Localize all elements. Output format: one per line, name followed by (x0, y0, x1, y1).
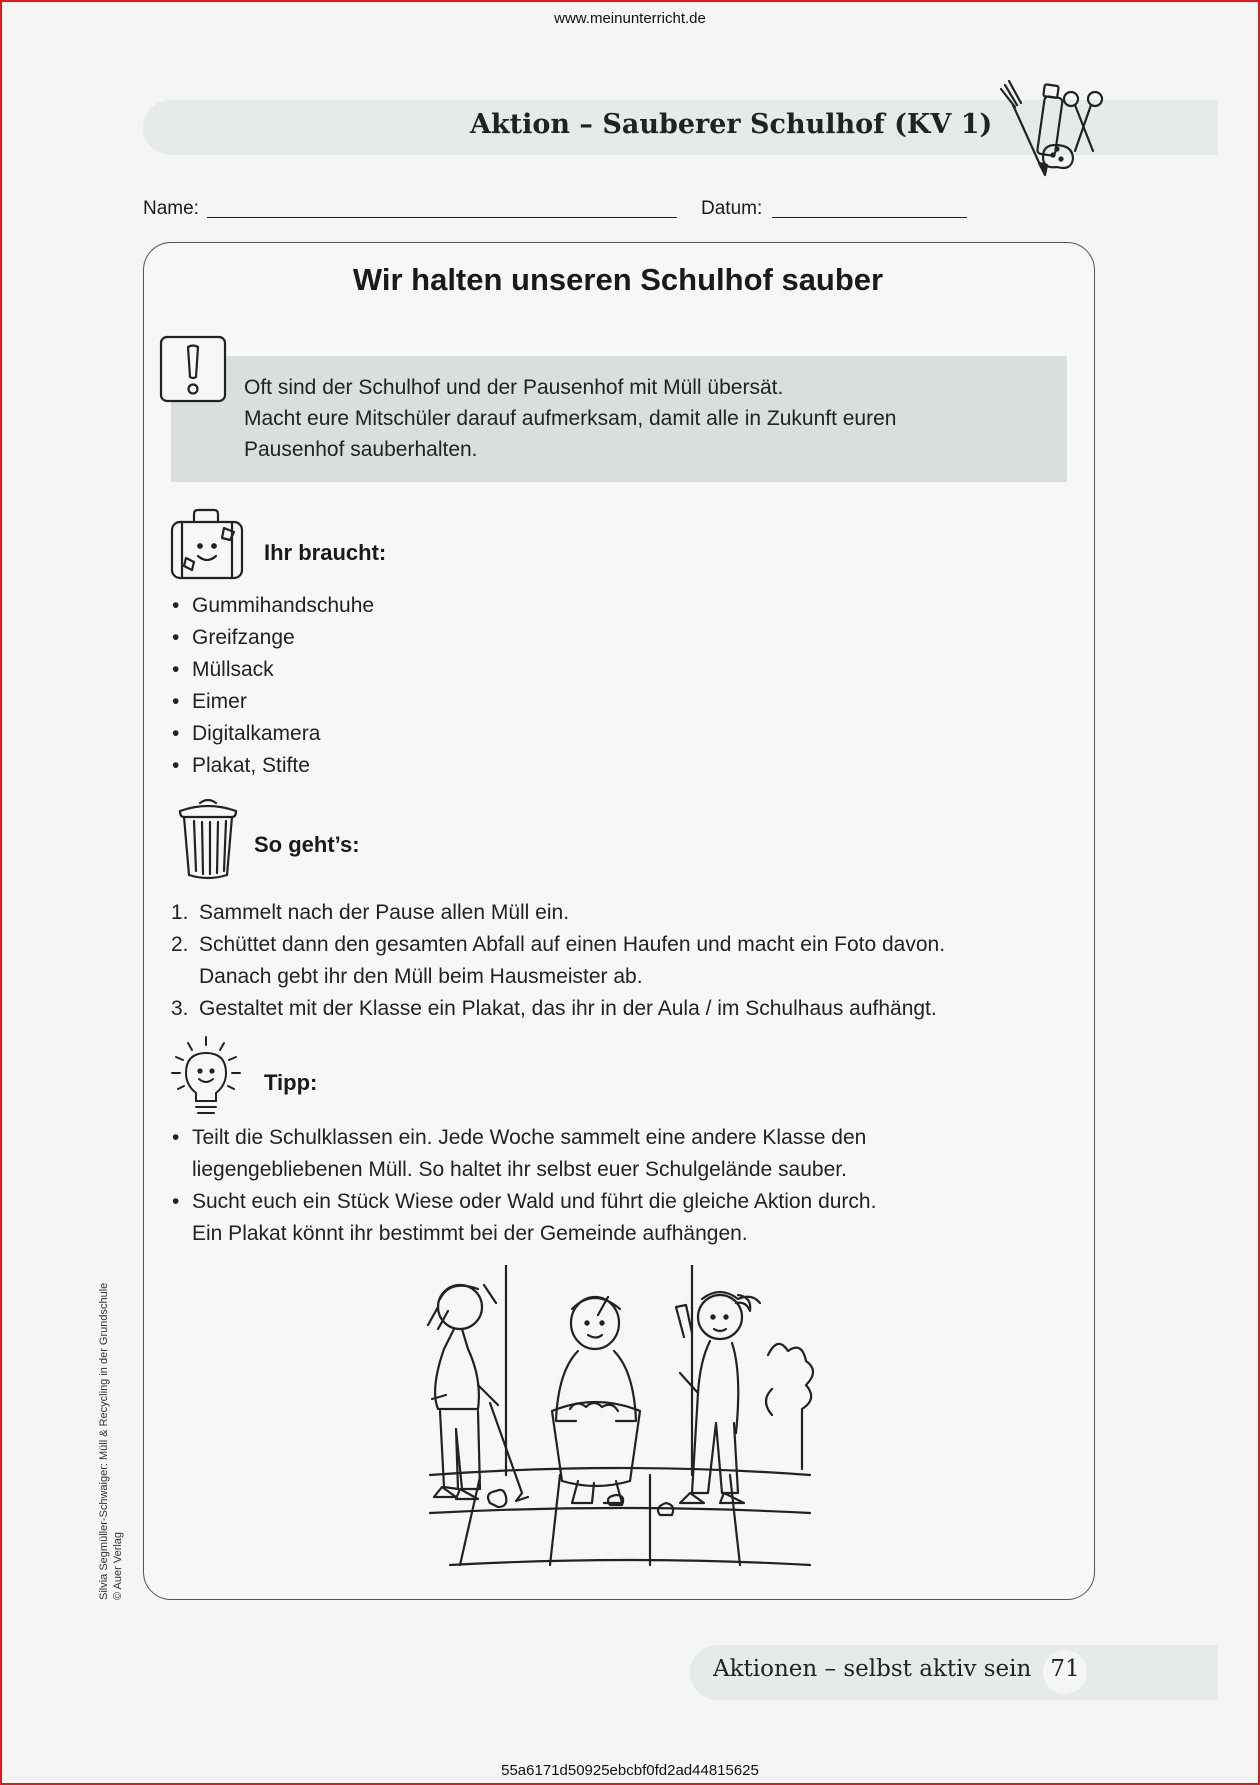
credit-line: Silvia Segmüller-Schwaiger: Müll & Recycling in der Grundschule (98, 1282, 110, 1600)
list-item (172, 1186, 876, 1250)
list-item: • Gummihandschuhe (172, 590, 374, 622)
steps-heading: So geht’s: (254, 832, 360, 857)
tip-line: liegengebliebenen Müll. So haltet ihr selbst euer Schulgelände sauber. (192, 1158, 847, 1181)
tips-list (172, 1122, 876, 1250)
date-field[interactable] (772, 217, 967, 218)
date-label: Datum: (701, 198, 763, 219)
lightbulb-icon (168, 1035, 244, 1119)
notice-line: Macht eure Mitschüler darauf aufmerksam, damit alle in Zukunft euren (244, 407, 897, 430)
list-item: • Digitalkamera (172, 718, 374, 750)
exclamation-icon (159, 335, 227, 403)
tip-line: • Sucht euch ein Stück Wiese oder Wald und führt die gleiche Aktion durch. (192, 1190, 877, 1213)
credit-line: © Auer Verlag (112, 1531, 124, 1600)
name-field[interactable] (207, 217, 677, 218)
list-item (171, 897, 945, 929)
steps-list (171, 897, 945, 1025)
suitcase-icon (168, 508, 246, 582)
list-item: • Greifzange (172, 622, 374, 654)
list-item (171, 929, 945, 993)
list-item: • Müllsack (172, 654, 374, 686)
list-item: • Eimer (172, 686, 374, 718)
tip-line: Ein Plakat könnt ihr bestimmt bei der Gemeinde aufhängen. (192, 1222, 748, 1245)
craft-supplies-icon (995, 75, 1115, 180)
step-line: Gestaltet mit der Klasse ein Plakat, das ihr in der Aula / im Schulhaus aufhängt. (199, 997, 937, 1020)
step-line: Sammelt nach der Pause allen Müll ein. (199, 901, 570, 924)
trash-can-icon (176, 795, 240, 881)
page-number: 71 (1050, 1656, 1080, 1682)
page-title: Aktion – Sauberer Schulhof (KV 1) (470, 109, 993, 140)
materials-list (172, 590, 374, 782)
copyright-credit (97, 1283, 125, 1600)
children-cleaning-illustration (420, 1265, 820, 1570)
list-item (172, 1122, 876, 1186)
worksheet-title: Wir halten unseren Schulhof sauber (352, 262, 884, 297)
tip-line: • Teilt die Schulklassen ein. Jede Woche sammelt eine andere Klasse den (192, 1126, 867, 1149)
step-line: Schüttet dann den gesamten Abfall auf einen Haufen und macht ein Foto davon. (199, 933, 946, 956)
list-item: • Plakat, Stifte (172, 750, 374, 782)
notice-text (244, 372, 896, 465)
document-id: 55a6171d50925ebcbf0fd2ad44815625 (501, 1762, 759, 1779)
materials-heading: Ihr braucht: (264, 540, 387, 565)
notice-line: Pausenhof sauberhalten. (244, 438, 478, 461)
step-number: 3. (171, 997, 189, 1020)
step-number: 2. (171, 933, 189, 956)
step-line: Danach gebt ihr den Müll beim Hausmeister ab. (199, 965, 643, 988)
list-item (171, 993, 945, 1025)
notice-line: Oft sind der Schulhof und der Pausenhof mit Müll übersät. (244, 376, 784, 399)
footer-section-title: Aktionen – selbst aktiv sein (713, 1656, 1032, 1682)
step-number: 1. (171, 901, 189, 924)
site-url: www.meinunterricht.de (554, 10, 706, 27)
name-label: Name: (143, 198, 199, 219)
tips-heading: Tipp: (264, 1070, 318, 1095)
